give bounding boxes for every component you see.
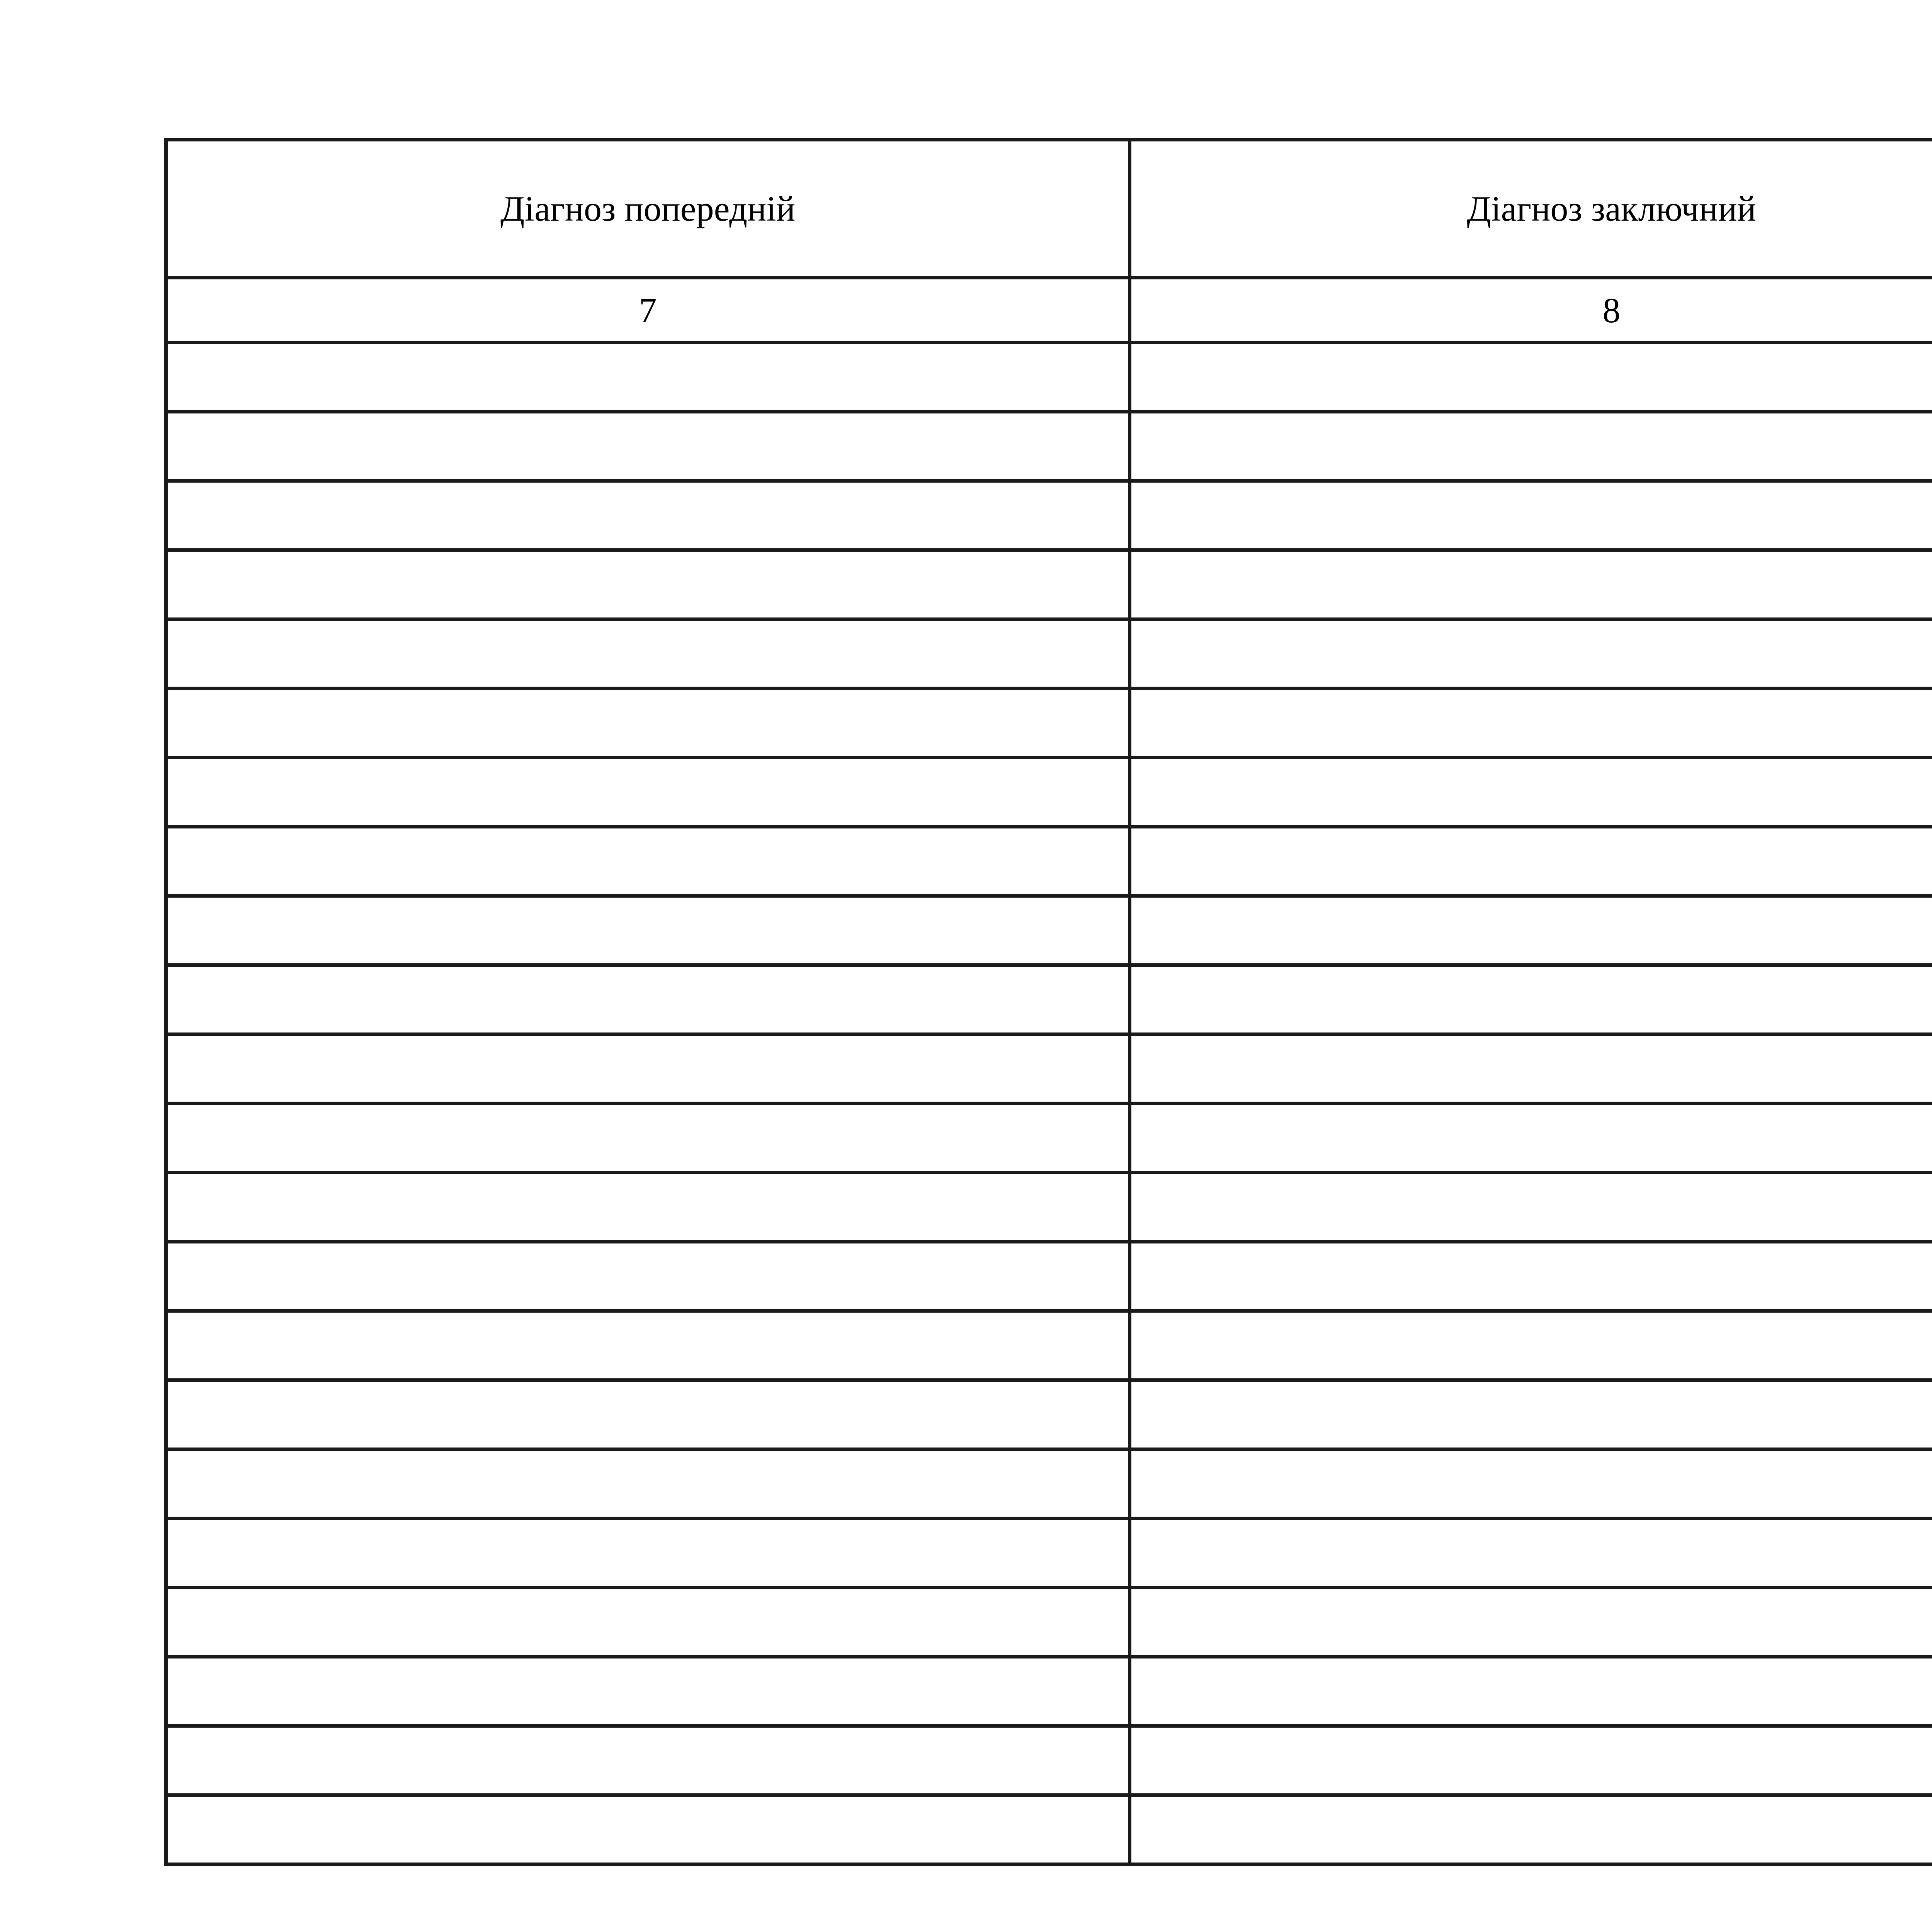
preliminary-diagnosis-cell[interactable]: [166, 550, 1130, 619]
header-final-diagnosis: Діагноз заключний: [1130, 140, 1932, 278]
final-diagnosis-cell[interactable]: [1130, 550, 1932, 619]
final-diagnosis-cell[interactable]: [1130, 1449, 1932, 1519]
preliminary-diagnosis-cell[interactable]: [166, 965, 1130, 1034]
table-row: [166, 1380, 1932, 1449]
preliminary-diagnosis-cell[interactable]: [166, 1242, 1130, 1311]
preliminary-diagnosis-cell[interactable]: [166, 1311, 1130, 1380]
preliminary-diagnosis-cell[interactable]: [166, 827, 1130, 896]
preliminary-diagnosis-cell[interactable]: [166, 1726, 1130, 1795]
table-row: [166, 1311, 1932, 1380]
final-diagnosis-cell[interactable]: [1130, 1380, 1932, 1449]
preliminary-diagnosis-cell[interactable]: [166, 1173, 1130, 1242]
preliminary-diagnosis-cell[interactable]: [166, 1104, 1130, 1173]
preliminary-diagnosis-cell[interactable]: [166, 1519, 1130, 1588]
table-row: [166, 1588, 1932, 1657]
preliminary-diagnosis-cell[interactable]: [166, 1449, 1130, 1519]
final-diagnosis-cell[interactable]: [1130, 1726, 1932, 1795]
table-row: [166, 1726, 1932, 1795]
table-row: [166, 896, 1932, 965]
final-diagnosis-cell[interactable]: [1130, 481, 1932, 550]
final-diagnosis-cell[interactable]: [1130, 1795, 1932, 1864]
table-row: [166, 1173, 1932, 1242]
table-row: [166, 1795, 1932, 1864]
table-row: [166, 1657, 1932, 1726]
column-number-row: [166, 278, 1932, 343]
table-row: [166, 1242, 1932, 1311]
header-preliminary-diagnosis: Діагноз попередній: [166, 140, 1130, 278]
table-row: [166, 550, 1932, 619]
preliminary-diagnosis-cell[interactable]: [166, 1795, 1130, 1864]
final-diagnosis-cell[interactable]: [1130, 896, 1932, 965]
table-row: [166, 619, 1932, 689]
final-diagnosis-cell[interactable]: [1130, 1311, 1932, 1380]
table-body: [166, 343, 1932, 1864]
final-diagnosis-cell[interactable]: [1130, 1242, 1932, 1311]
final-diagnosis-cell[interactable]: [1130, 343, 1932, 412]
final-diagnosis-cell[interactable]: [1130, 1588, 1932, 1657]
table-row: [166, 689, 1932, 758]
preliminary-diagnosis-cell[interactable]: [166, 1588, 1130, 1657]
final-diagnosis-cell[interactable]: [1130, 619, 1932, 689]
preliminary-diagnosis-cell[interactable]: [166, 343, 1130, 412]
final-diagnosis-cell[interactable]: [1130, 1657, 1932, 1726]
preliminary-diagnosis-cell[interactable]: [166, 481, 1130, 550]
diagnosis-register-table: [164, 138, 1932, 1866]
column-number-final-diagnosis: 8: [1130, 278, 1932, 343]
final-diagnosis-cell[interactable]: [1130, 965, 1932, 1034]
table-row: [166, 1104, 1932, 1173]
preliminary-diagnosis-cell[interactable]: [166, 896, 1130, 965]
preliminary-diagnosis-cell[interactable]: [166, 1034, 1130, 1104]
final-diagnosis-cell[interactable]: [1130, 1173, 1932, 1242]
table-row: [166, 412, 1932, 481]
preliminary-diagnosis-cell[interactable]: [166, 758, 1130, 827]
final-diagnosis-cell[interactable]: [1130, 1519, 1932, 1588]
column-number-preliminary-diagnosis: 7: [166, 278, 1130, 343]
final-diagnosis-cell[interactable]: [1130, 827, 1932, 896]
final-diagnosis-cell[interactable]: [1130, 412, 1932, 481]
table-row: [166, 965, 1932, 1034]
preliminary-diagnosis-cell[interactable]: [166, 619, 1130, 689]
final-diagnosis-cell[interactable]: [1130, 1104, 1932, 1173]
table-row: [166, 1449, 1932, 1519]
final-diagnosis-cell[interactable]: [1130, 1034, 1932, 1104]
preliminary-diagnosis-cell[interactable]: [166, 412, 1130, 481]
table-row: [166, 1519, 1932, 1588]
table-row: [166, 1034, 1932, 1104]
preliminary-diagnosis-cell[interactable]: [166, 1657, 1130, 1726]
final-diagnosis-cell[interactable]: [1130, 758, 1932, 827]
table-row: [166, 481, 1932, 550]
table-row: [166, 343, 1932, 412]
final-diagnosis-cell[interactable]: [1130, 689, 1932, 758]
preliminary-diagnosis-cell[interactable]: [166, 689, 1130, 758]
preliminary-diagnosis-cell[interactable]: [166, 1380, 1130, 1449]
table-header-row: [166, 140, 1932, 278]
table-row: [166, 827, 1932, 896]
table-row: [166, 758, 1932, 827]
